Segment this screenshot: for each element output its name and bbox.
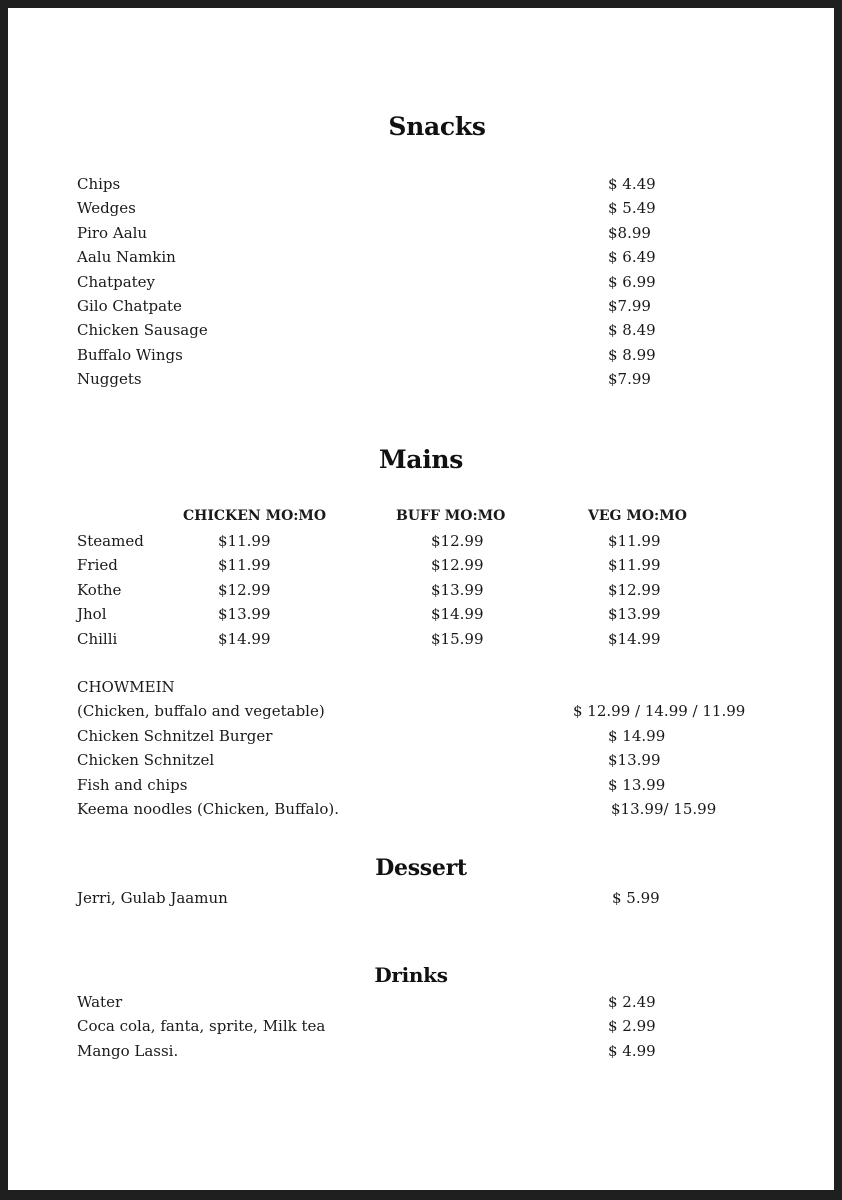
item-name: CHOWMEIN [77,678,175,696]
buff-momo-price: $14.99 [431,605,484,624]
momo-column-headers [8,508,834,528]
mains-heading: Mains [378,445,464,474]
item-name: Aalu Namkin [77,248,176,267]
item-price: $8.99 [608,223,651,242]
veg-momo-price: $11.99 [608,532,661,550]
list-item [8,675,834,699]
list-item [8,699,834,723]
list-item [8,886,834,910]
chicken-momo-price: $11.99 [218,556,271,575]
momo-style: Chilli [77,629,118,648]
item-price: $ 8.49 [608,321,656,340]
drinks-list [8,990,834,1063]
momo-style: Kothe [77,580,122,599]
menu-page [8,8,834,1190]
item-price: $ 5.99 [612,889,660,907]
list-item [8,724,834,748]
item-price: $ 6.49 [608,248,656,267]
item-price: $7.99 [608,370,651,389]
snacks-list [8,172,834,392]
list-item [8,245,834,269]
veg-momo-price: $12.99 [608,580,661,599]
item-name: Coca cola, fanta, sprite, Milk tea [77,1017,326,1036]
item-name: Chicken Schnitzel Burger [77,726,273,745]
list-item [8,797,834,821]
table-row [8,578,834,602]
veg-momo-price: $14.99 [608,629,661,648]
item-price: $ 4.99 [608,1041,656,1060]
momo-style: Jhol [77,605,107,624]
item-name: Wedges [77,199,136,218]
momo-table [8,529,834,651]
momo-column-header: BUFF MO:MO [396,508,506,524]
list-item [8,270,834,294]
list-item [8,1014,834,1038]
dessert-list [8,886,834,910]
momo-style: Fried [77,556,118,575]
item-price: $ 13.99 [608,775,666,794]
item-price: $7.99 [608,296,651,315]
list-item [8,990,834,1014]
table-row [8,627,834,651]
veg-momo-price: $11.99 [608,556,661,575]
table-row [8,602,834,626]
item-price: $ 14.99 [608,726,666,745]
item-name: Fish and chips [77,775,188,794]
buff-momo-price: $13.99 [431,580,484,599]
item-name: Chatpatey [77,272,156,291]
item-name: Chicken Schnitzel [77,751,215,770]
item-price: $13.99 [608,751,661,770]
veg-momo-price: $13.99 [608,605,661,624]
item-name: Nuggets [77,370,142,389]
list-item [8,172,834,196]
buff-momo-price: $15.99 [431,629,484,648]
item-name: Water [77,993,123,1011]
mains-other-list [8,675,834,821]
chicken-momo-price: $13.99 [218,605,271,624]
item-name: Chicken Sausage [77,321,208,340]
item-price: $13.99/ 15.99 [611,799,717,818]
list-item [8,1039,834,1063]
snacks-heading: Snacks [388,112,486,141]
item-price: $ 5.49 [608,199,656,218]
list-item [8,773,834,797]
list-item [8,196,834,220]
item-price: $ 8.99 [608,345,656,364]
list-item [8,318,834,342]
item-price: $ 6.99 [608,272,656,291]
item-price: $ 4.49 [608,175,656,193]
item-price: $ 12.99 / 14.99 / 11.99 [573,702,746,721]
item-name: Chips [77,175,121,193]
list-item [8,221,834,245]
item-name: Jerri, Gulab Jaamun [77,889,228,907]
momo-column-header: VEG MO:MO [588,508,687,524]
list-item [8,294,834,318]
table-row [8,553,834,577]
list-item [8,343,834,367]
item-name: (Chicken, buffalo and vegetable) [77,702,325,721]
item-name: Keema noodles (Chicken, Buffalo). [77,799,340,818]
chicken-momo-price: $11.99 [218,532,271,550]
table-row [8,529,834,553]
buff-momo-price: $12.99 [431,556,484,575]
list-item [8,367,834,391]
item-name: Piro Aalu [77,223,148,242]
item-name: Mango Lassi. [77,1041,179,1060]
drinks-heading: Drinks [374,963,448,987]
item-name: Gilo Chatpate [77,296,182,315]
momo-column-header: CHICKEN MO:MO [183,508,327,524]
list-item [8,748,834,772]
momo-style: Steamed [77,532,144,550]
item-price: $ 2.49 [608,993,656,1011]
buff-momo-price: $12.99 [431,532,484,550]
item-price: $ 2.99 [608,1017,656,1036]
chicken-momo-price: $14.99 [218,629,271,648]
item-name: Buffalo Wings [77,345,183,364]
dessert-heading: Dessert [375,855,467,881]
chicken-momo-price: $12.99 [218,580,271,599]
